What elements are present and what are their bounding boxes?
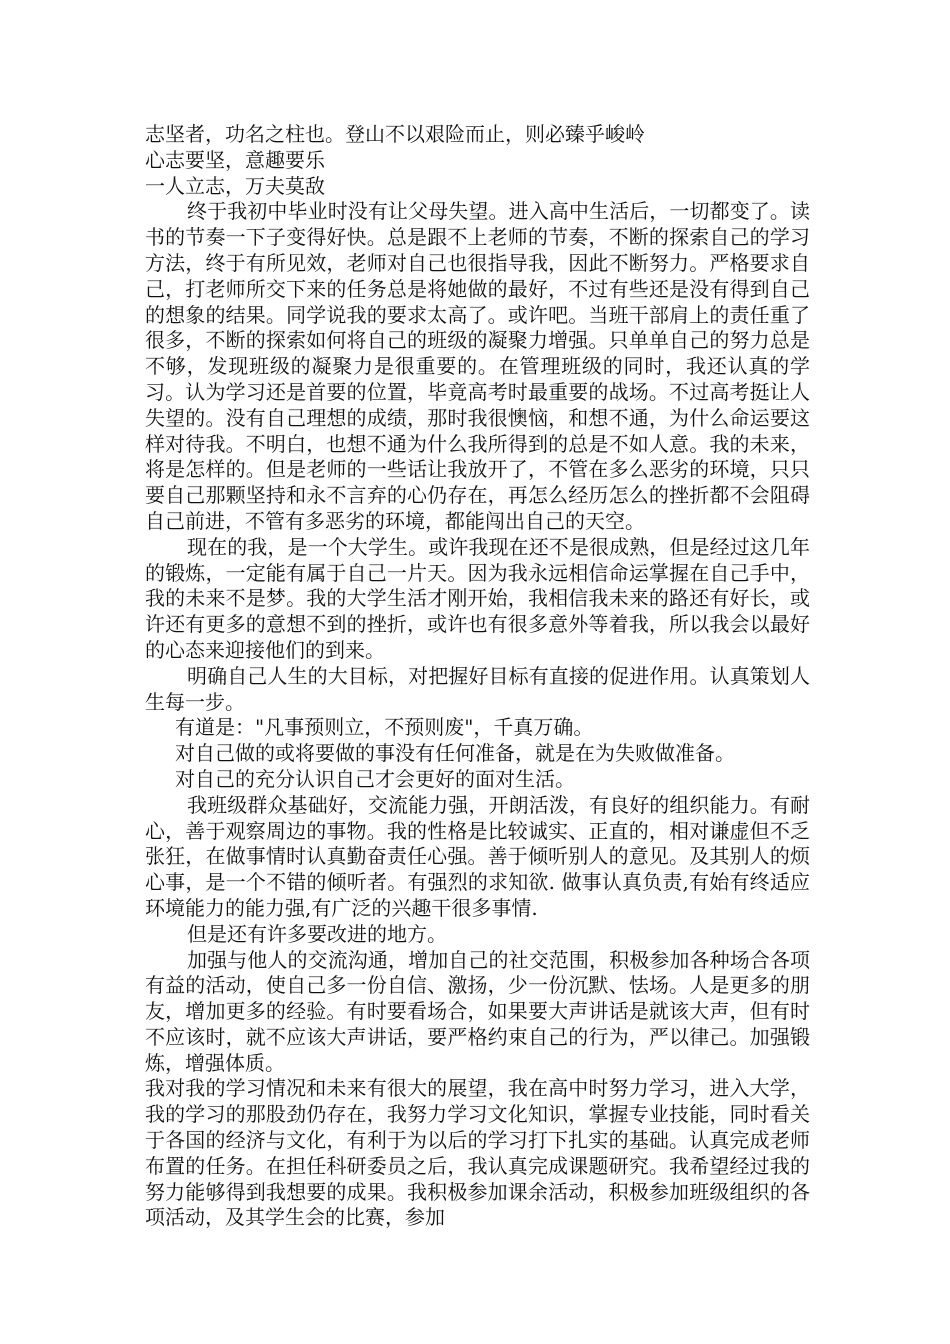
paragraph: 我对我的学习情况和未来有很大的展望，我在高中时努力学习，进入大学，我的学习的那股劲仍存在，我努力学习文化知识，掌握专业技能，同时看关于各国的经济与文化，有利于为以后的学习打下扎实的基础。认真完成老师布置的任务。在担任科研委员之后，我认真完成课题研究。我希望经过我的努力能够得到我想要的成果。我积极参加课余活动，积极参加班级组织的各项活动，及其学生会的比赛，参加 bbox=[145, 1076, 810, 1230]
paragraph: 终于我初中毕业时没有让父母失望。进入高中生活后，一切都变了。读书的节奏一下子变得好快。总是跟不上老师的节奏，不断的探索自己的学习方法，终于有所见效，老师对自己也很指导我，因此不断努力。严格要求自己，打老师所交下来的任务总是将她做的最好，不过有些还是没有得到自己的想象的结果。同学说我的要求太高了。或许吧。当班干部肩上的责任重了很多，不断的探索如何将自己的班级的凝聚力增强。只单单自己的努力总是不够，发现班级的凝聚力是很重要的。在管理班级的同时，我还认真的学习。认为学习还是首要的位置，毕竟高考时最重要的战场。不过高考挺让人失望的。没有自己理想的成绩，那时我很懊恼，和想不通，为什么命运要这样对待我。不明白，也想不通为什么我所得到的总是不如人意。我的未来，将是怎样的。但是老师的一些话让我放开了，不管在多么恶劣的环境，只只要自己那颗坚持和永不言弃的心仍存在，再怎么经历怎么的挫折都不会阻碍自己前进，不管有多恶劣的环境，都能闯出自己的天空。 bbox=[145, 199, 810, 533]
motto-line: 一人立志，万夫莫敌 bbox=[145, 173, 325, 198]
paragraph: 有道是："凡事预则立，不预则废"，千真万确。 bbox=[175, 715, 594, 740]
paragraph: 但是还有许多要改进的地方。 bbox=[187, 921, 447, 946]
motto-line: 心志要坚，意趣要乐 bbox=[145, 147, 325, 172]
paragraph: 加强与他人的交流沟通，增加自己的社交范围，积极参加各种场合各项有益的活动，使自己多一份自信、激扬，少一份沉默、怯场。人是更多的朋友，增加更多的经验。有时要看场合，如果要大声讲话是就该大声，但有时不应该时，就不应该大声讲话，要严格约束自己的行为，严以律己。加强锻炼，增强体质。 bbox=[145, 947, 810, 1075]
paragraph: 我班级群众基础好，交流能力强，开朗活泼，有良好的组织能力。有耐心，善于观察周边的事物。我的性格是比较诚实、正直的，相对谦虚但不乏张狂，在做事情时认真勤奋责任心强。善于倾听别人的意见。及其别人的烦心事，是一个不错的倾听者。有强烈的求知欲. 做事认真负责,有始有终适应环境能力的能力强,有广泛的兴趣干很多事情. bbox=[145, 792, 810, 920]
document-body bbox=[145, 122, 810, 1231]
paragraph: 对自己做的或将要做的事没有任何准备，就是在为失败做准备。 bbox=[175, 741, 735, 766]
motto-line: 志坚者，功名之柱也。登山不以艰险而止，则必臻乎峻岭 bbox=[145, 122, 645, 146]
paragraph: 明确自己人生的大目标，对把握好目标有直接的促进作用。认真策划人生每一步。 bbox=[145, 663, 810, 714]
paragraph: 现在的我，是一个大学生。或许我现在还不是很成熟，但是经过这几年的锻炼，一定能有属于自己一片天。因为我永远相信命运掌握在自己手中，我的未来不是梦。我的大学生活才刚开始，我相信我未来的路还有好长，或许还有更多的意想不到的挫折，或许也有很多意外等着我，所以我会以最好的心态来迎接他们的到来。 bbox=[145, 534, 810, 662]
paragraph: 对自己的充分认识自己才会更好的面对生活。 bbox=[175, 766, 575, 791]
